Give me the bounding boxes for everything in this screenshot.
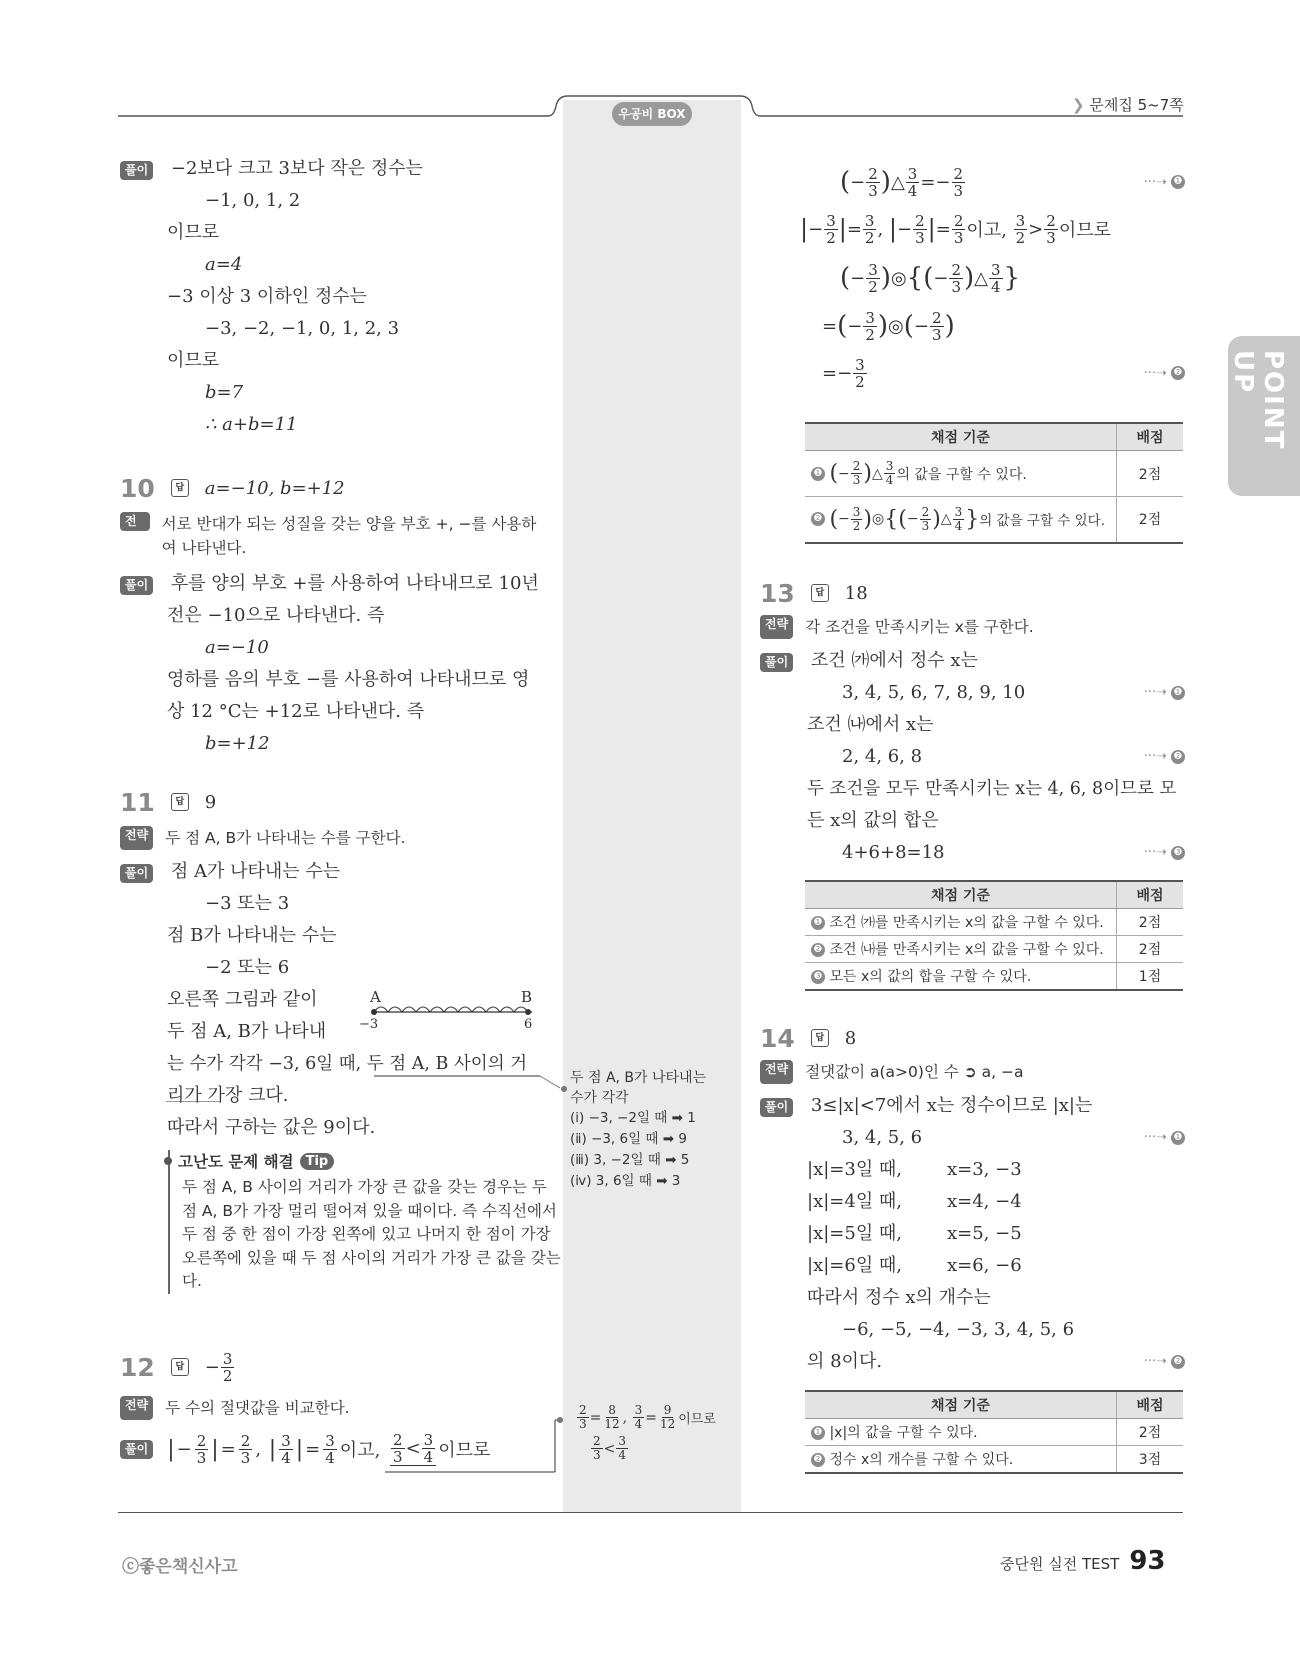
problem-12: 12 답 − $\frac{3}{2}$ 전략 두 수의 절댓값을 비교한다. 풀이 | − $\frac{2}{3}$ | = $\frac{2}{3}$ , | $\frac{3}{4}$ | = $\frac{3}{4}$ 이고, $\frac{2}{3}$ < $\frac{3}{4}$ 이므로 — [120, 1349, 491, 1467]
side-note-2: $\frac{2}{3}$ = $\frac{8}{12}$ , $\frac{3}{4}$ = $\frac{9}{12}$ 이므로 $\frac{2}{3}$ < $\frac{3}{4}$ — [579, 1403, 716, 1462]
box-label: 우공비 BOX — [612, 102, 692, 126]
chevron-right-icon: ❯ — [1072, 96, 1085, 114]
footer-right: 중단원 실전 TEST 93 — [1000, 1546, 1166, 1576]
solution-badge: 풀이 — [760, 653, 793, 672]
tip-badge: Tip — [300, 1153, 335, 1170]
point-b-label: B — [521, 990, 533, 1006]
workbook-ref: ❯ 문제집 5~7쪽 — [1072, 96, 1184, 114]
problem-number: 11 — [120, 787, 155, 817]
solution-badge: 풀이 — [120, 576, 153, 595]
strategy-badge: 전략 — [120, 512, 150, 531]
note-connector-1 — [160, 1072, 580, 1102]
problem-11: 11 답 9 전략 두 점 A, B가 나타내는 수를 구한다. 풀이 점 A가 나타내는 수는 −3 또는 3 점 B가 나타내는 수는 −2 또는 6 오른쪽 그림과 같이 두 점 A, B가 나타내 는 수가 각각 −3, 6일 때, 두 점 A, B 사이의 거 리가 가장 크다. 따라서 구하는 값은 9이다. — [120, 787, 528, 1138]
answer-icon: 답 — [171, 793, 189, 811]
solution-badge: 풀이 — [120, 1440, 153, 1459]
publisher-logo: ⓒ좋은책신사고 — [122, 1557, 238, 1577]
problem-number: 12 — [120, 1352, 155, 1382]
answer-icon: 답 — [811, 1029, 829, 1047]
answer-icon: 답 — [811, 584, 829, 602]
tip-box: 고난도 문제 해결 Tip 두 점 A, B 사이의 거리가 가장 큰 값을 갖는 경우는 두 점 A, B가 가장 멀리 떨어져 있을 때이다. 즉 수직선에서 두 점 중 한 점이 가장 왼쪽에 있고 나머지 한 점이 가장 오른쪽에 있을 때 두 점 사이의 거리가 가장 큰 값을 갖는다. — [168, 1150, 562, 1294]
solution-badge: 풀이 — [760, 1098, 793, 1117]
p12-continued: ( − $\frac{2}{3}$ ) △ $\frac{3}{4}$ =− $\frac{2}{3}$ ···➝ ❶ | − $\frac{3}{2}$ | = $\frac{3}{2}$ , | − $\frac{2}{3}$ | = $\frac{2}{3}$ 이고, $\frac{3}{2}$ > $\frac{2}{3}$ 이므로 ( − $\frac{3}{2}$ ) ◎ {( − $\frac{2}{3}$ ) △ $\frac{3}{4}$ } = ( − $\frac{3}{2}$ ) ◎ ( − $\frac{2}{3}$ ) =− $\frac{3}{2}$ ···➝ ❷ — [800, 160, 1185, 396]
solution-badge: 풀이 — [120, 161, 153, 180]
page-number: 93 — [1129, 1546, 1166, 1576]
point-a-label: A — [370, 990, 381, 1006]
strategy-badge: 전략 — [120, 1396, 153, 1420]
scoring-table-13: 채점 기준 배점 ❶ 조건 ㈎를 만족시키는 x의 값을 구할 수 있다. 2점 ❷ 조건 ㈏를 만족시키는 x의 값을 구할 수 있다. 2점 ❸ 모든 x의 값의 합을 구할 수 있다. 1점 — [805, 880, 1183, 991]
note-connector-2 — [385, 1412, 565, 1482]
strategy-badge: 전략 — [760, 615, 793, 639]
tick-label: −3 — [359, 1017, 379, 1030]
middle-column-bg — [563, 100, 741, 1512]
scoring-table-14: 채점 기준 배점 ❶ |x|의 값을 구할 수 있다. 2점 ❷ 정수 x의 개수를 구할 수 있다. 3점 — [805, 1390, 1183, 1474]
scoring-table-12: 채점 기준 배점 ❶ ( − $\frac{2}{3}$ ) △ $\frac{3}{4}$ 의 값을 구할 수 있다. 2점 ❷ ( − $\frac{3}{2}$ ) ◎ {( − $\frac{2}{3}$ ) △ $\frac{3}{4}$ } 의 값을 구할 수 있다. 2점 — [805, 422, 1183, 544]
side-tab-label: POINT UP — [1228, 350, 1288, 451]
strategy-badge: 전략 — [120, 826, 153, 850]
answer-icon: 답 — [171, 479, 189, 497]
tick-label: 6 — [524, 1017, 533, 1030]
problem-14: 14 답 8 전략 절댓값이 a(a>0)인 수 ➲ a, −a 풀이 3≤|x|<7에서 x는 정수이므로 |x|는 3, 4, 5, 6 ···➝ ❶ |x|=3일 때, x=3, −3 |x|=4일 때, x=4, −4 |x|=5일 때, x=5, −5 |x|=6일 때, x=6, −6 따라서 정수 x의 개수는 −6, −5, −4, −3, 3, 4, 5, 6 의 8이다. ···➝ ❷ — [760, 1020, 1185, 1378]
p9-solution: 풀이 −2보다 크고 3보다 작은 정수는 −1, 0, 1, 2 이므로 a=4 −3 이상 3 이하인 정수는 −3, −2, −1, 0, 1, 2, 3 이므로 b=7 ∴ a+b=11 — [120, 153, 550, 441]
footer-rule — [118, 1512, 1183, 1513]
problem-10: 10 답 a=−10, b=+12 전략 서로 반대가 되는 성질을 갖는 양을 부호 +, −를 사용하여 나타낸다. 풀이 후를 양의 부호 +를 사용하여 나타내므로 10년 전은 −10으로 나타낸다. 즉 a=−10 영하를 음의 부호 −를 사용하여 나타내므로 영 상 12 °C는 +12로 나타낸다. 즉 b=+12 — [120, 473, 539, 754]
answer-icon: 답 — [171, 1358, 189, 1376]
problem-number: 13 — [760, 578, 795, 608]
solution-badge: 풀이 — [120, 864, 153, 883]
problem-13: 13 답 18 전략 각 조건을 만족시키는 x를 구한다. 풀이 조건 ㈎에서 정수 x는 3, 4, 5, 6, 7, 8, 9, 10 ···➝ ❶ 조건 ㈏에서 x는 2, 4, 6, 8 ···➝ ❷ 두 조건을 모두 만족시키는 x는 4, 6, 8이므로 모 든 x의 값의 합은 4+6+8=18 ···➝ ❸ — [760, 575, 1185, 869]
number-line-figure — [354, 990, 544, 1030]
problem-number: 10 — [120, 473, 155, 503]
side-note-1: 두 점 A, B가 나타내는 수가 각각 (ⅰ) −3, −2일 때 ➡ 1 (ⅱ) −3, 6일 때 ➡ 9 (ⅲ) 3, −2일 때 ➡ 5 (ⅳ) 3, 6일 때 ➡ 3 — [570, 1070, 707, 1189]
strategy-badge: 전략 — [760, 1060, 793, 1084]
problem-number: 14 — [760, 1023, 795, 1053]
